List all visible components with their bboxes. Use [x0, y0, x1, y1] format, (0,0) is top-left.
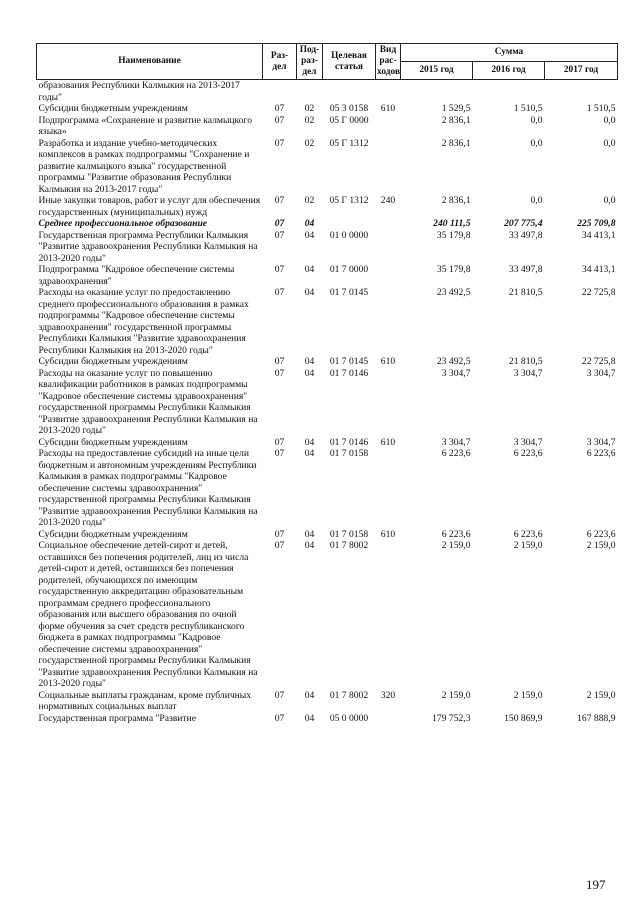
cell-rz: 07	[274, 195, 285, 206]
cell-vr	[376, 80, 401, 104]
cell-name: образования Республики Калмыкия на 2013-2017 годы"	[38, 80, 240, 103]
cell-vr	[376, 287, 401, 356]
table-row	[37, 540, 618, 690]
cell-rz	[263, 80, 297, 104]
cell-y16: 0,0	[530, 137, 543, 149]
table-row	[37, 218, 618, 230]
cell-pr	[297, 80, 323, 104]
cell-vr: 610	[380, 436, 396, 448]
cell-rz: 07	[274, 356, 285, 367]
cell-y17: 6 223,6	[586, 528, 616, 540]
cell-rz: 07	[274, 436, 285, 448]
cell-vr	[376, 230, 401, 265]
cell-name: Субсидии бюджетным учреждениям	[38, 436, 188, 448]
cell-cs: 01 7 0000	[329, 264, 369, 275]
budget-page	[36, 43, 617, 724]
table-row	[37, 195, 618, 218]
table-row	[37, 103, 618, 115]
table-row	[37, 713, 618, 725]
cell-rz: 07	[274, 528, 285, 540]
cell-pr: 04	[304, 540, 315, 551]
cell-rz: 07	[274, 264, 285, 275]
cell-y16: 33 497,8	[508, 264, 543, 275]
cell-rz: 07	[274, 229, 285, 241]
cell-y17: 0,0	[603, 114, 616, 126]
cell-pr: 04	[304, 367, 315, 379]
cell-rz: 07	[274, 367, 285, 379]
cell-y15: 3 304,7	[441, 367, 471, 379]
cell-cs: 01 7 0146	[329, 367, 369, 379]
cell-name: Субсидии бюджетным учреждениям	[38, 356, 188, 367]
cell-cs: 01 7 8002	[329, 689, 369, 701]
cell-y17: 2 159,0	[586, 540, 616, 551]
cell-y17	[545, 80, 618, 104]
cell-name: Расходы на оказание услуг по повышению квалификации работников в рамках подпрограммы "Кадровое обеспечение системы здравоохранения" государственной программы Республики Калмыкия "Развитие здравоохранения Республики Калмыкия на 2013-2020 годы"	[38, 367, 258, 436]
cell-pr: 04	[304, 218, 315, 229]
cell-name: Государственная программа "Развитие	[38, 712, 197, 724]
cell-vr: 240	[380, 195, 396, 206]
cell-y17: 6 223,6	[586, 448, 616, 459]
table-row	[37, 138, 618, 196]
cell-cs: 05 0 0000	[329, 712, 369, 724]
cell-cs: 01 7 0145	[329, 356, 369, 367]
cell-y15: 2 159,0	[441, 689, 471, 701]
cell-cs: 01 7 0158	[329, 448, 369, 459]
cell-cs: 01 7 0146	[329, 436, 369, 448]
cell-y15: 23 492,5	[436, 356, 471, 367]
cell-y15: 240 111,5	[433, 218, 471, 229]
cell-y16: 33 497,8	[508, 229, 543, 241]
cell-y16	[473, 80, 545, 104]
cell-name: Субсидии бюджетным учреждениям	[38, 528, 188, 540]
cell-y16: 2 159,0	[513, 540, 543, 551]
col-target-header: Целевая статья	[323, 44, 376, 80]
table-row	[37, 437, 618, 449]
cell-y15: 2 159,0	[441, 540, 471, 551]
cell-y17: 22 725,8	[581, 287, 616, 298]
cell-vr	[376, 138, 401, 196]
col-name-header: Наименование	[37, 44, 263, 80]
col-vid-header: Вид рас- ходов	[376, 44, 401, 80]
cell-y17: 3 304,7	[586, 436, 616, 448]
cell-vr: 320	[380, 689, 396, 701]
table-row	[37, 529, 618, 541]
table-row	[37, 690, 618, 713]
table-row	[37, 115, 618, 138]
col-2016-header: 2016 год	[473, 62, 545, 80]
cell-y15: 6 223,6	[441, 448, 471, 459]
cell-pr: 04	[304, 264, 315, 275]
cell-cs: 05 Г 0000	[329, 114, 369, 126]
cell-vr	[376, 540, 401, 690]
cell-name: Разработка и издание учебно-методических комплексов в рамках подпрограммы "Сохранение и развитие калмыцкого языка" государственной программы "Развитие образования Республики Калмыкия на 2013-2017 годы"	[38, 137, 250, 195]
cell-y16: 150 869,9	[504, 712, 543, 724]
cell-y17: 0,0	[603, 195, 616, 206]
cell-cs	[323, 218, 376, 230]
cell-name: Расходы на предоставление субсидий на иные цели бюджетным и автономным учреждениям Республики Калмыкия в рамках подпрограммы "Кадровое обеспечение системы здравоохранения" государственной программы Республики Калмыкия "Развитие здравоохранения Республики Калмыкия на 2013-2020 годы"	[38, 448, 258, 528]
page-number: 197	[586, 877, 606, 892]
cell-y17: 1 510,5	[586, 103, 616, 114]
cell-vr	[376, 368, 401, 437]
cell-y16: 207 775,4	[504, 218, 543, 229]
cell-y17: 3 304,7	[586, 367, 616, 379]
cell-y16: 0,0	[530, 114, 543, 126]
cell-rz: 07	[274, 218, 285, 229]
cell-cs	[323, 80, 376, 104]
cell-y17: 0,0	[603, 137, 616, 149]
cell-y17: 167 888,9	[577, 712, 616, 724]
cell-y15: 2 836,1	[441, 114, 471, 126]
cell-name: Государственная программа Республики Калмыкия "Развитие здравоохранения Республики Калмыкия на 2013-2020 годы"	[38, 229, 258, 264]
cell-rz: 07	[274, 287, 285, 298]
cell-y16: 6 223,6	[513, 448, 543, 459]
table-row	[37, 264, 618, 287]
table-row	[37, 368, 618, 437]
cell-y15: 23 492,5	[436, 287, 471, 298]
cell-rz: 07	[274, 540, 285, 551]
cell-y15: 2 836,1	[441, 195, 471, 206]
cell-name: Подпрограмма «Сохранение и развитие калмыцкого языка»	[38, 114, 252, 137]
cell-pr: 04	[304, 528, 315, 540]
cell-y16: 1 510,5	[513, 103, 543, 114]
cell-rz: 07	[274, 103, 285, 114]
cell-y15: 179 752,3	[432, 712, 471, 724]
cell-vr	[376, 448, 401, 529]
cell-rz: 07	[274, 712, 285, 724]
cell-rz: 07	[274, 114, 285, 126]
cell-name: Расходы на оказание услуг по предоставлению среднего профессионального образования в рамках подпрограммы "Кадровое обеспечение системы здравоохранения" государственной программы Республики Калмыкия "Развитие здравоохранения Республики Калмыкия на 2013-2020 годы"	[38, 287, 249, 356]
cell-vr	[376, 264, 401, 287]
cell-pr: 04	[304, 436, 315, 448]
cell-rz: 07	[274, 137, 285, 149]
cell-vr	[376, 115, 401, 138]
cell-cs: 05 3 0158	[329, 103, 369, 114]
cell-y17: 225 709,8	[577, 218, 616, 229]
cell-cs: 05 Г 1312	[329, 195, 369, 206]
table-row	[37, 287, 618, 356]
col-2015-header: 2015 год	[401, 62, 473, 80]
cell-y16: 3 304,7	[513, 436, 543, 448]
cell-name: Субсидии бюджетным учреждениям	[38, 103, 188, 114]
cell-pr: 02	[304, 137, 315, 149]
cell-rz: 07	[274, 689, 285, 701]
table-row	[37, 356, 618, 368]
cell-pr: 02	[304, 114, 315, 126]
cell-y15: 35 179,8	[436, 229, 471, 241]
cell-y15	[401, 80, 473, 104]
cell-y17: 22 725,8	[581, 356, 616, 367]
cell-pr: 04	[304, 448, 315, 459]
cell-rz: 07	[274, 448, 285, 459]
cell-vr: 610	[380, 356, 396, 367]
cell-name: Подпрограмма "Кадровое обеспечение системы здравоохранения"	[38, 264, 235, 287]
table-row	[37, 80, 618, 104]
table-header	[37, 44, 618, 80]
cell-y15: 3 304,7	[441, 436, 471, 448]
cell-y17: 34 413,1	[581, 229, 616, 241]
cell-y15: 35 179,8	[436, 264, 471, 275]
col-razdel-header: Раз- дел	[263, 44, 297, 80]
cell-y16: 6 223,6	[513, 528, 543, 540]
cell-vr: 610	[380, 528, 396, 540]
budget-table	[36, 43, 618, 724]
cell-pr: 04	[304, 712, 315, 724]
cell-cs: 01 7 0145	[329, 287, 369, 298]
cell-pr: 04	[304, 356, 315, 367]
cell-y16: 21 810,5	[508, 287, 543, 298]
cell-y16: 0,0	[530, 195, 543, 206]
cell-y17: 34 413,1	[581, 264, 616, 275]
cell-y16: 2 159,0	[513, 689, 543, 701]
cell-y16: 3 304,7	[513, 367, 543, 379]
cell-name: Иные закупки товаров, работ и услуг для обеспечения государственных (муниципальных) нужд	[38, 195, 261, 218]
cell-pr: 02	[304, 103, 315, 114]
cell-y15: 6 223,6	[441, 528, 471, 540]
cell-vr	[376, 713, 401, 725]
col-sum-header: Сумма	[401, 44, 618, 62]
cell-name: Социальные выплаты гражданам, кроме публичных нормативных социальных выплат	[38, 689, 252, 712]
cell-name: Социальное обеспечение детей-сирот и детей, оставшихся без попечения родителей, лиц из числа детей-сирот и детей, оставшихся без попечения родителей, обучающихся по имеющим государственную аккредитацию образовательным программам среднего профессионального образования или высшего образования по очной форме обучения за счет средств республиканского бюджета в рамках подпрограммы "Кадровое обеспечение системы здравоохранения" государственной программы Республики Калмыкия "Развитие здравоохранения Республики Калмыкия на 2013-2020 годы"	[38, 540, 258, 689]
cell-pr: 02	[304, 195, 315, 206]
cell-pr: 04	[304, 287, 315, 298]
cell-pr: 04	[304, 689, 315, 701]
cell-vr	[376, 218, 401, 230]
cell-cs: 01 0 0000	[329, 229, 369, 241]
col-podrazdel-header: Под- раз- дел	[297, 44, 323, 80]
table-row	[37, 448, 618, 529]
cell-y16: 21 810,5	[508, 356, 543, 367]
cell-cs: 01 7 0158	[329, 528, 369, 540]
cell-vr: 610	[380, 103, 396, 114]
cell-y15: 1 529,5	[441, 103, 471, 114]
cell-name: Среднее профессиональное образование	[38, 218, 208, 229]
cell-cs: 01 7 8002	[329, 540, 369, 551]
col-2017-header: 2017 год	[545, 62, 618, 80]
cell-y15: 2 836,1	[441, 137, 471, 149]
cell-y17: 2 159,0	[586, 689, 616, 701]
table-row	[37, 230, 618, 265]
cell-pr: 04	[304, 229, 315, 241]
cell-cs: 05 Г 1312	[329, 137, 369, 149]
table-body	[37, 80, 618, 725]
